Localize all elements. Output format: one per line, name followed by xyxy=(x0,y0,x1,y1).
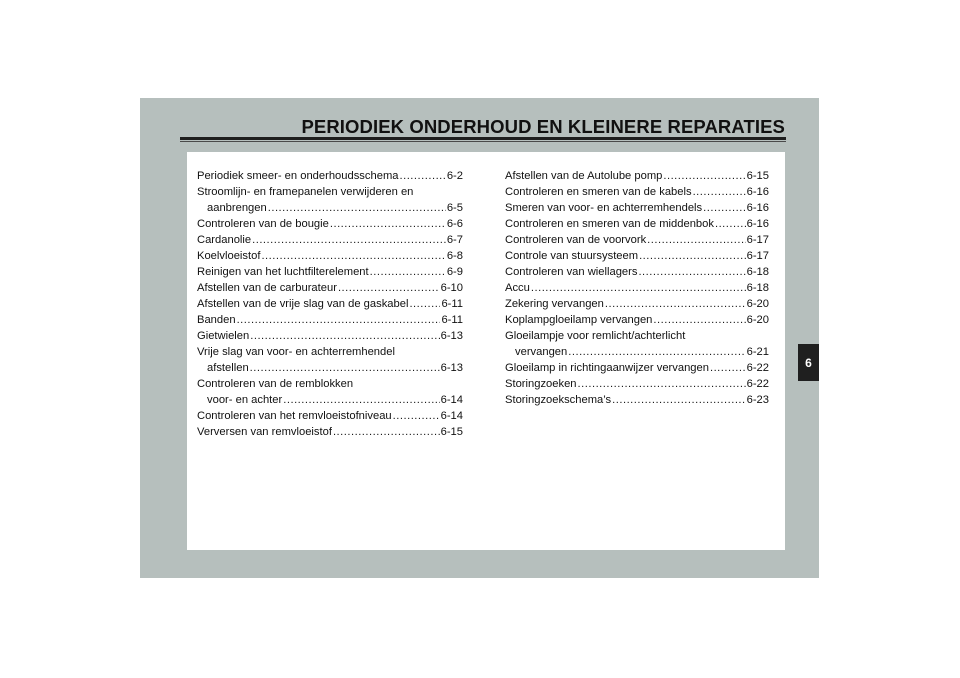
toc-leader-dots xyxy=(638,264,745,280)
toc-leader-dots xyxy=(250,328,439,344)
toc-leader-dots xyxy=(568,344,745,360)
toc-entry-page: 6-18 xyxy=(746,266,769,278)
toc-entry[interactable] xyxy=(197,328,463,344)
toc-entry-title: aanbrengen xyxy=(207,202,267,214)
toc-entry-page: 6-14 xyxy=(440,394,463,406)
toc-entry-page: 6-9 xyxy=(446,266,463,278)
toc-entry[interactable] xyxy=(197,216,463,232)
toc-entry-title: Gietwielen xyxy=(197,330,250,342)
toc-leader-dots xyxy=(393,408,440,424)
toc-column-left xyxy=(197,168,463,440)
toc-entry-title: vervangen xyxy=(515,346,568,358)
toc-entry[interactable] xyxy=(197,296,463,312)
toc-leader-dots xyxy=(268,200,446,216)
toc-entry[interactable] xyxy=(505,360,769,376)
title-rule xyxy=(180,137,786,140)
toc-leader-dots xyxy=(261,248,445,264)
toc-leader-dots xyxy=(531,280,746,296)
toc-entry-page: 6-16 xyxy=(746,218,769,230)
toc-entry[interactable] xyxy=(505,232,769,248)
toc-entry-title: Smeren van voor- en achterremhendels xyxy=(505,202,703,214)
toc-entry[interactable] xyxy=(505,376,769,392)
toc-entry-title: Gloeilamp in richtingaanwijzer vervangen xyxy=(505,362,709,374)
toc-entry[interactable] xyxy=(197,168,463,184)
toc-entry-page: 6-6 xyxy=(446,218,463,230)
toc-entry-page: 6-20 xyxy=(746,298,769,310)
toc-entry-title: Afstellen van de Autolube pomp xyxy=(505,170,663,182)
toc-entry[interactable] xyxy=(505,280,769,296)
toc-entry-page: 6-13 xyxy=(440,330,463,342)
toc-entry-title: Controleren en smeren van de kabels xyxy=(505,186,692,198)
toc-entry-title: Controleren van de voorvork xyxy=(505,234,647,246)
toc-entry[interactable] xyxy=(197,344,463,376)
toc-entry[interactable] xyxy=(197,232,463,248)
toc-entry[interactable] xyxy=(505,248,769,264)
toc-entry-page: 6-20 xyxy=(746,314,769,326)
toc-entry-title: Periodiek smeer- en onderhoudsschema xyxy=(197,170,399,182)
toc-entry-page: 6-11 xyxy=(441,314,463,326)
toc-column-right xyxy=(505,168,769,408)
toc-leader-dots xyxy=(399,168,445,184)
toc-entry-title: afstellen xyxy=(207,362,249,374)
toc-entry-page: 6-22 xyxy=(746,378,769,390)
toc-entry-title: Controleren van wiellagers xyxy=(505,266,638,278)
toc-leader-dots xyxy=(578,376,746,392)
toc-leader-dots xyxy=(710,360,746,376)
toc-entry[interactable] xyxy=(505,328,769,360)
toc-entry-title-line: Vrije slag van voor- en achterremhendel xyxy=(197,346,395,358)
toc-entry-page: 6-16 xyxy=(746,202,769,214)
toc-entry-page: 6-16 xyxy=(746,186,769,198)
toc-leader-dots xyxy=(715,216,746,232)
toc-entry-title: Controleren en smeren van de middenbok xyxy=(505,218,714,230)
toc-entry[interactable] xyxy=(197,424,463,440)
toc-entry[interactable] xyxy=(197,184,463,216)
page-title: PERIODIEK ONDERHOUD EN KLEINERE REPARATIES xyxy=(301,116,785,137)
toc-entry[interactable] xyxy=(197,248,463,264)
toc-entry-title: Afstellen van de carburateur xyxy=(197,282,337,294)
toc-entry-title: Storingzoeken xyxy=(505,378,577,390)
toc-entry-page: 6-2 xyxy=(446,170,463,182)
toc-entry[interactable] xyxy=(505,312,769,328)
toc-leader-dots xyxy=(663,168,745,184)
toc-leader-dots xyxy=(639,248,746,264)
toc-leader-dots xyxy=(605,296,746,312)
toc-leader-dots xyxy=(409,296,440,312)
toc-entry-page: 6-22 xyxy=(746,362,769,374)
chapter-tab[interactable]: 6 xyxy=(798,344,819,381)
toc-entry-page: 6-15 xyxy=(440,426,463,438)
toc-entry-title: Banden xyxy=(197,314,236,326)
toc-leader-dots xyxy=(338,280,440,296)
toc-leader-dots xyxy=(647,232,745,248)
toc-entry[interactable] xyxy=(197,264,463,280)
toc-entry[interactable] xyxy=(197,280,463,296)
toc-leader-dots xyxy=(330,216,446,232)
toc-entry-page: 6-11 xyxy=(441,298,463,310)
toc-entry-page: 6-7 xyxy=(446,234,463,246)
toc-entry-title: Controle van stuursysteem xyxy=(505,250,639,262)
toc-entry-page: 6-14 xyxy=(440,410,463,422)
toc-entry-title: Controleren van het remvloeistofniveau xyxy=(197,410,392,422)
toc-entry-page: 6-21 xyxy=(746,346,769,358)
toc-leader-dots xyxy=(612,392,745,408)
toc-entry[interactable] xyxy=(505,200,769,216)
title-rule-thin xyxy=(180,141,786,142)
toc-entry-title: Koplampgloeilamp vervangen xyxy=(505,314,653,326)
toc-entry[interactable] xyxy=(505,184,769,200)
toc-entry-page: 6-18 xyxy=(746,282,769,294)
toc-entry[interactable] xyxy=(505,392,769,408)
toc-leader-dots xyxy=(703,200,745,216)
toc-entry-title-line: Gloeilampje voor remlicht/achterlicht xyxy=(505,330,686,342)
toc-entry-page: 6-13 xyxy=(440,362,463,374)
toc-entry-page: 6-23 xyxy=(746,394,769,406)
toc-entry-page: 6-5 xyxy=(446,202,463,214)
toc-entry-title: Cardanolie xyxy=(197,234,252,246)
toc-entry-title: Verversen van remvloeistof xyxy=(197,426,332,438)
toc-entry-title: Zekering vervangen xyxy=(505,298,604,310)
toc-entry[interactable] xyxy=(505,264,769,280)
toc-entry[interactable] xyxy=(197,376,463,408)
toc-entry-title: Controleren van de bougie xyxy=(197,218,329,230)
toc-entry-title-line: Controleren van de remblokken xyxy=(197,378,354,390)
toc-entry-title: Reinigen van het luchtfilterelement xyxy=(197,266,369,278)
toc-entry[interactable] xyxy=(197,312,463,328)
toc-entry-title: Koelvloeistof xyxy=(197,250,261,262)
toc-entry-page: 6-15 xyxy=(746,170,769,182)
toc-entry[interactable] xyxy=(505,168,769,184)
toc-entry-page: 6-8 xyxy=(446,250,463,262)
toc-entry-page: 6-17 xyxy=(746,250,769,262)
toc-entry-title: Storingzoekschema’s xyxy=(505,394,612,406)
toc-entry-page: 6-10 xyxy=(440,282,463,294)
toc-entry-title: voor- en achter xyxy=(207,394,283,406)
toc-leader-dots xyxy=(333,424,440,440)
toc-entry-title: Afstellen van de vrije slag van de gaskabel xyxy=(197,298,409,310)
toc-leader-dots xyxy=(250,360,440,376)
toc-leader-dots xyxy=(693,184,746,200)
toc-leader-dots xyxy=(653,312,745,328)
toc-entry-page: 6-17 xyxy=(746,234,769,246)
toc-leader-dots xyxy=(237,312,441,328)
toc-leader-dots xyxy=(370,264,446,280)
toc-entry-title: Accu xyxy=(505,282,530,294)
toc-entry[interactable] xyxy=(505,216,769,232)
toc-leader-dots xyxy=(252,232,446,248)
toc-entry-title-line: Stroomlijn- en framepanelen verwijderen en xyxy=(197,186,414,198)
toc-entry[interactable] xyxy=(197,408,463,424)
toc-entry[interactable] xyxy=(505,296,769,312)
toc-leader-dots xyxy=(283,392,439,408)
